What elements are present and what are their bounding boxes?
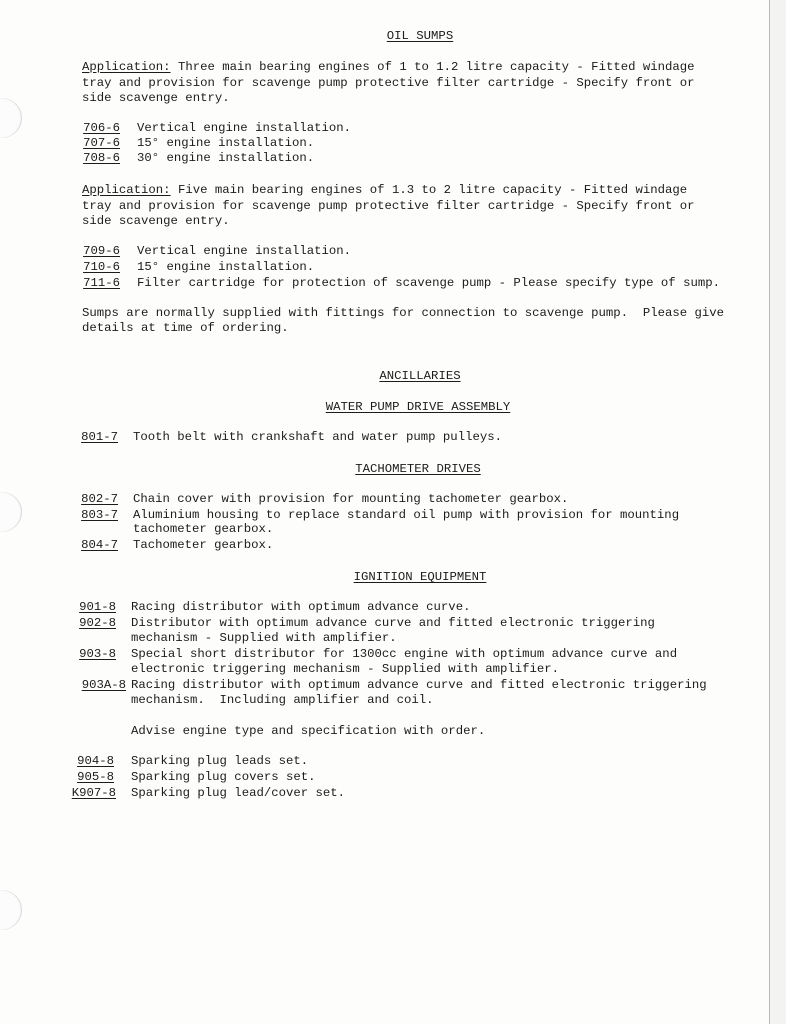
part-description: Distributor with optimum advance curve and fitted electronic triggering bbox=[131, 616, 655, 630]
application-2-line-1: Application: Five main bearing engines of 1.3 to 2 litre capacity - Fitted windage bbox=[82, 183, 688, 197]
part-code: 902-8 bbox=[79, 616, 116, 630]
part-code: 803-7 bbox=[81, 508, 118, 522]
ancillaries-heading: ANCILLARIES bbox=[379, 369, 461, 383]
part-description: Racing distributor with optimum advance curve. bbox=[131, 600, 471, 614]
advise-note: Advise engine type and specification with order. bbox=[131, 724, 486, 738]
part-code: 904-8 bbox=[77, 754, 114, 768]
part-description: Chain cover with provision for mounting tachometer gearbox. bbox=[133, 492, 569, 506]
part-code: 903-8 bbox=[79, 647, 116, 661]
part-code: 801-7 bbox=[81, 430, 118, 444]
part-code: 711-6 bbox=[83, 276, 120, 290]
part-description: Tooth belt with crankshaft and water pump pulleys. bbox=[133, 430, 502, 444]
part-description: Aluminium housing to replace standard oil pump with provision for mounting bbox=[133, 508, 680, 522]
application-1-line-2: tray and provision for scavenge pump protective filter cartridge - Specify front or bbox=[82, 76, 695, 90]
part-description: Vertical engine installation. bbox=[137, 244, 352, 258]
part-description-continued: tachometer gearbox. bbox=[133, 522, 274, 536]
sumps-note-line-1: Sumps are normally supplied with fittings for connection to scavenge pump. Please give bbox=[82, 306, 725, 320]
application-2-line-2: tray and provision for scavenge pump protective filter cartridge - Specify front or bbox=[82, 199, 695, 213]
part-code: 706-6 bbox=[83, 121, 120, 135]
part-code: 708-6 bbox=[83, 151, 120, 165]
part-description: Sparking plug lead/cover set. bbox=[131, 786, 346, 800]
water-pump-heading: WATER PUMP DRIVE ASSEMBLY bbox=[325, 400, 511, 414]
sumps-note-line-2: details at time of ordering. bbox=[82, 321, 289, 335]
part-code: 802-7 bbox=[81, 492, 118, 506]
tachometer-drives-heading: TACHOMETER DRIVES bbox=[355, 462, 481, 476]
punch-hole-top bbox=[0, 98, 22, 138]
ignition-equipment-heading: IGNITION EQUIPMENT bbox=[353, 570, 487, 584]
part-code: 901-8 bbox=[79, 600, 116, 614]
punch-hole-bottom bbox=[0, 890, 22, 930]
part-description-continued: mechanism. Including amplifier and coil. bbox=[131, 693, 434, 707]
part-description: Vertical engine installation. bbox=[137, 121, 352, 135]
part-description: Tachometer gearbox. bbox=[133, 538, 274, 552]
part-code: 804-7 bbox=[81, 538, 118, 552]
page-edge bbox=[769, 0, 786, 1024]
part-code: 903A-8 bbox=[81, 678, 126, 692]
part-description: Racing distributor with optimum advance curve and fitted electronic triggering bbox=[131, 678, 707, 692]
part-description: 15° engine installation. bbox=[137, 136, 315, 150]
part-description: Sparking plug covers set. bbox=[131, 770, 316, 784]
oil-sumps-heading: OIL SUMPS bbox=[386, 29, 454, 43]
application-2-line-3: side scavenge entry. bbox=[82, 214, 230, 228]
part-code: 709-6 bbox=[83, 244, 120, 258]
part-code: 707-6 bbox=[83, 136, 120, 150]
application-label: Application: bbox=[82, 183, 171, 197]
part-description: 30° engine installation. bbox=[137, 151, 315, 165]
application-label: Application: bbox=[82, 60, 171, 74]
part-description-continued: electronic triggering mechanism - Supplied with amplifier. bbox=[131, 662, 560, 676]
application-1-line-1: Application: Three main bearing engines of 1 to 1.2 litre capacity - Fitted windage bbox=[82, 60, 695, 74]
part-description-continued: mechanism - Supplied with amplifier. bbox=[131, 631, 397, 645]
part-code: 710-6 bbox=[83, 260, 120, 274]
part-code: K907-8 bbox=[71, 786, 116, 800]
punch-hole-middle bbox=[0, 492, 22, 532]
part-description: Special short distributor for 1300cc engine with optimum advance curve and bbox=[131, 647, 678, 661]
part-description: Filter cartridge for protection of scavenge pump - Please specify type of sump. bbox=[137, 276, 720, 290]
part-description: 15° engine installation. bbox=[137, 260, 315, 274]
application-1-line-3: side scavenge entry. bbox=[82, 91, 230, 105]
part-code: 905-8 bbox=[77, 770, 114, 784]
part-description: Sparking plug leads set. bbox=[131, 754, 309, 768]
